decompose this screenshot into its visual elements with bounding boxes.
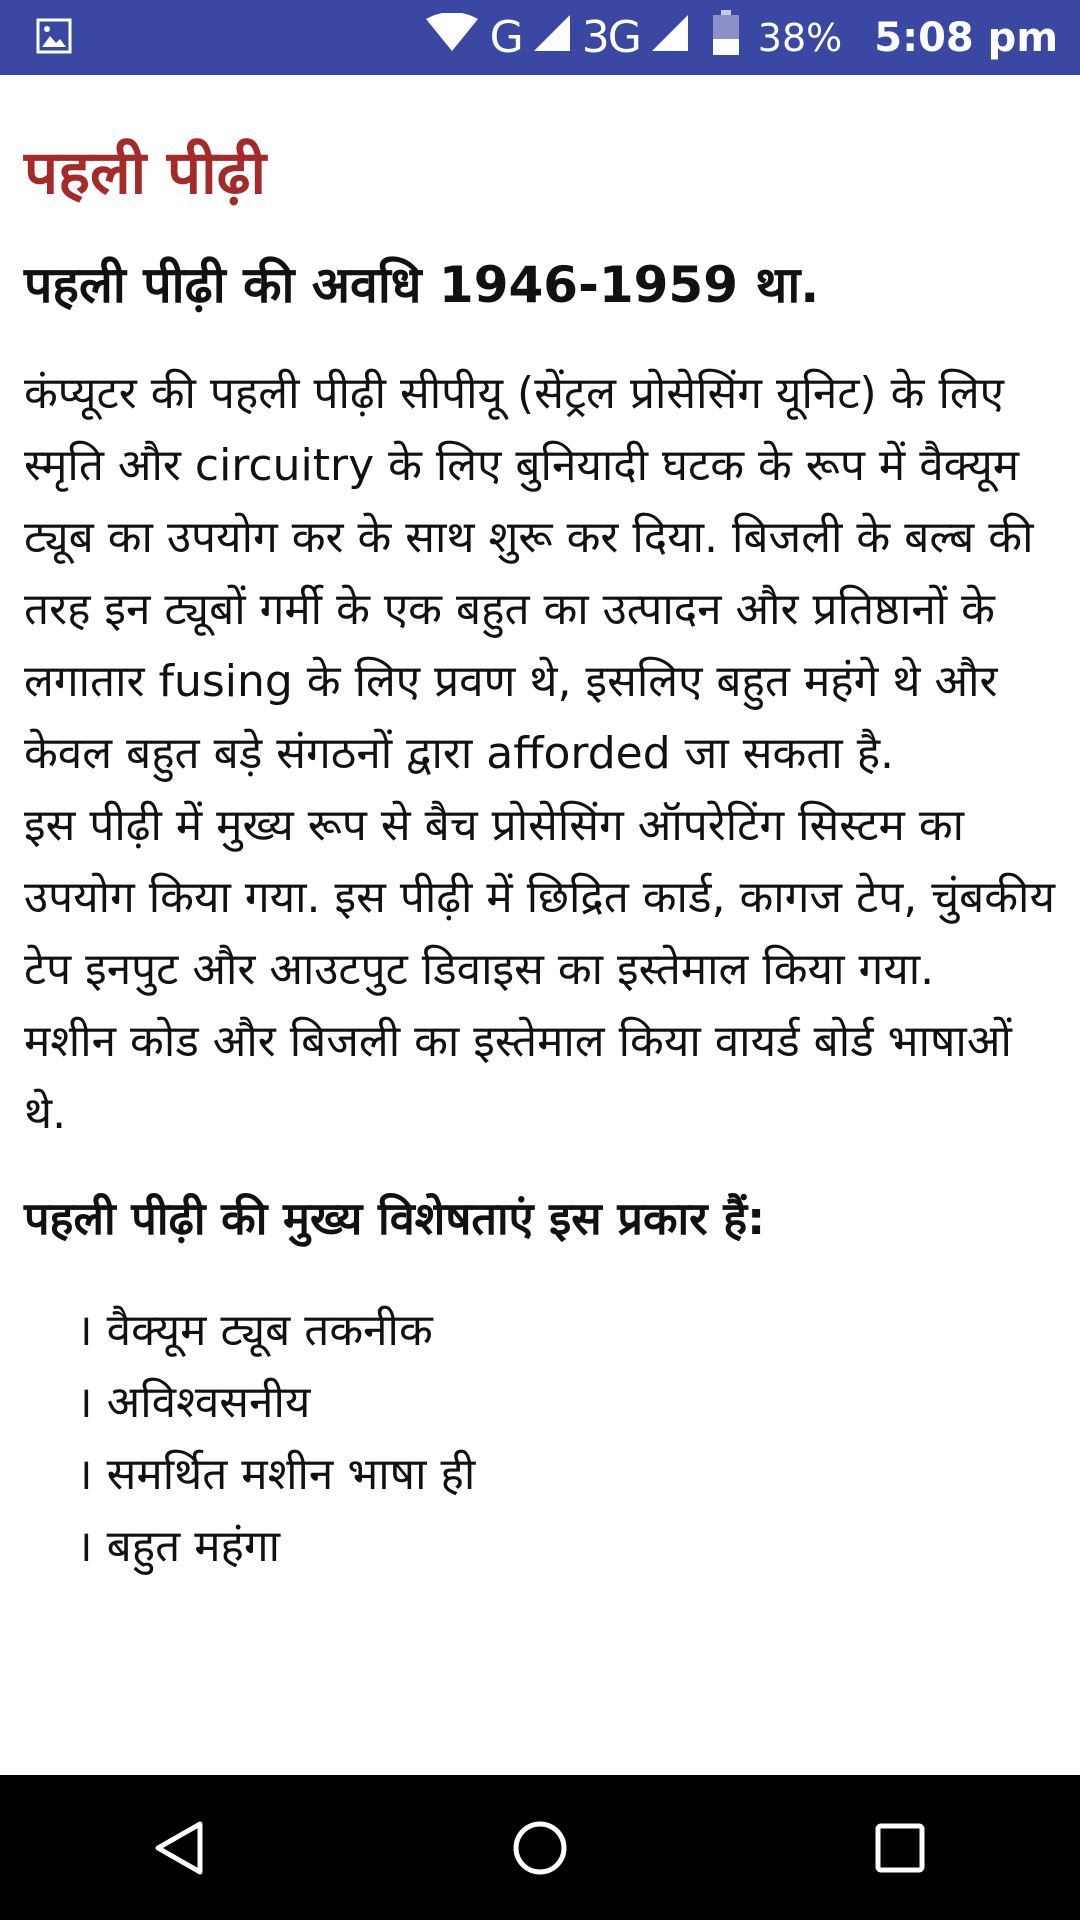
features-heading: पहली पीढ़ी की मुख्य विशेषताएं इस प्रकार हैं: [24,1192,766,1245]
list-item: । बहुत महंगा [76,1520,281,1572]
navigation-bar [0,1775,1080,1920]
article-content[interactable] [0,75,1080,1775]
list-item: । वैक्यूम ट्यूब तकनीक [76,1304,433,1356]
article-subtitle: पहली पीढ़ी की अवधि 1946-1959 था. [24,256,820,314]
battery-icon [712,10,740,66]
network-g-label: G [489,12,522,63]
recents-icon [870,1818,930,1878]
paragraph-3: मशीन कोड और बिजली का इस्तेमाल किया वायर्ड बोर्ड भाषाओं थे. [24,1016,1012,1139]
home-icon [510,1818,570,1878]
list-item: । समर्थित मशीन भाषा ही [76,1448,476,1500]
paragraph-1: कंप्यूटर की पहली पीढ़ी सीपीयू (सेंट्रल प्रोसेसिंग यूनिट) के लिए स्मृति और circuitry के लिए बुनियादी घटक के रूप में वैक्यूम ट्यूब का उपयोग कर के साथ शुरू कर दिया. बिजली के बल्ब की तरह इन ट्यूबों गर्मी के एक बहुत का उत्पादन और प्रतिष्ठानों के लगातार fusing के लिए प्रवण थे, इसलिए बहुत महंगे थे और केवल बहुत बड़े संगठनों द्वारा afforded जा सकता है. [24,368,1034,779]
back-icon [150,1818,210,1878]
wifi-icon [424,13,480,63]
battery-percentage: 38% [757,15,843,60]
list-item: । अविश्वसनीय [76,1376,311,1428]
signal-icon [532,13,572,63]
page-title: पहली पीढ़ी [24,138,266,208]
gallery-icon [36,18,72,58]
home-button[interactable] [480,1788,600,1908]
clock: 5:08 pm [874,14,1058,61]
network-3g-label: 3G [581,12,640,63]
status-bar [0,0,1080,75]
signal-icon-2 [650,13,690,63]
article-body [24,358,1056,1150]
back-button[interactable] [120,1788,240,1908]
paragraph-2: इस पीढ़ी में मुख्य रूप से बैच प्रोसेसिंग ऑपरेटिंग सिस्टम का उपयोग किया गया. इस पीढ़ी में छिद्रित कार्ड, कागज टेप, चुंबकीय टेप इनपुट और आउटपुट डिवाइस का इस्तेमाल किया गया. [24,800,1055,995]
feature-list [24,1295,1056,1583]
recents-button[interactable] [840,1788,960,1908]
